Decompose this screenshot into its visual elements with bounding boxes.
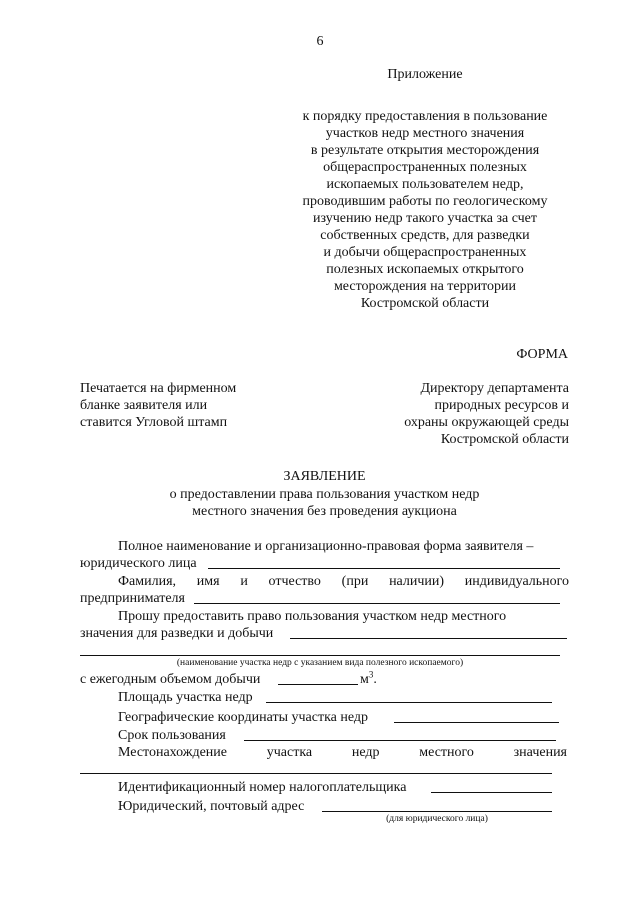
appendix-line: участков недр местного значения: [325, 126, 525, 141]
full-name-blank[interactable]: [208, 568, 560, 569]
unit-label: $м^3$.: [360, 669, 377, 687]
addressee-line: Директору департамента: [420, 381, 569, 396]
appendix-line: общераспространенных полезных: [323, 160, 527, 175]
addressee-line: Костромской области: [440, 432, 569, 447]
addressee-line: природных ресурсов и: [434, 398, 569, 413]
appendix-line: и добычи общераспространенных: [323, 245, 527, 260]
address-blank[interactable]: [322, 811, 552, 812]
full-name-label-2: юридического лица: [80, 556, 197, 571]
appendix-text: [290, 108, 560, 312]
appendix-line: Костромской области: [360, 296, 490, 311]
inn-blank[interactable]: [431, 792, 552, 793]
subtitle-line: местного значения без проведения аукциона: [192, 504, 457, 519]
request-caption: (наименование участка недр с указанием вида полезного ископаемого): [176, 658, 464, 668]
addressee-line: охраны окружающей среды: [404, 415, 569, 430]
document-title: ЗАЯВЛЕНИЕ: [283, 469, 366, 484]
appendix-line: полезных ископаемых открытого: [326, 262, 524, 277]
addressee-block: [340, 380, 569, 448]
full-name-label: Полное наименование и организационно-правовая форма заявителя –: [118, 539, 534, 554]
address-caption: (для юридического лица): [386, 814, 488, 824]
request-label: Прошу предоставить право пользования участком недр местного: [118, 609, 507, 624]
appendix-line: изучению недр такого участка за счет: [313, 211, 537, 226]
inn-label: Идентификационный номер налогоплательщика: [118, 780, 407, 795]
request-blank[interactable]: [290, 638, 567, 639]
request-label-2: значения для разведки и добычи: [80, 626, 274, 641]
term-blank[interactable]: [244, 740, 556, 741]
left-note-line: бланке заявителя или: [80, 398, 208, 413]
appendix-line: ископаемых пользователем недр,: [326, 177, 524, 192]
appendix-line: в результате открытия месторождения: [310, 143, 540, 158]
address-label: Юридический, почтовый адрес: [118, 799, 305, 814]
appendix-line: проводившим работы по геологическому: [302, 194, 548, 209]
coordinates-blank[interactable]: [394, 722, 559, 723]
subtitle-line: о предоставлении права пользования участком недр: [169, 487, 480, 502]
left-note-line: Печатается на фирменном: [80, 381, 237, 396]
appendix-line: месторождения на территории: [333, 279, 517, 294]
fio-label-2: предпринимателя: [80, 591, 185, 606]
term-label: Срок пользования: [118, 728, 226, 743]
left-note-line: ставится Угловой штамп: [80, 415, 228, 430]
page-number: 6: [316, 34, 324, 49]
appendix-heading: Приложение: [387, 67, 463, 82]
fio-label: Фамилия, имя и отчество (при наличии) индивидуального: [118, 574, 570, 589]
left-note: [80, 380, 280, 431]
coordinates-label: Географические координаты участка недр: [118, 710, 369, 725]
location-blank[interactable]: [80, 773, 552, 774]
area-label: Площадь участка недр: [118, 690, 253, 705]
location-label: Местонахождение участка недр местного значения: [118, 745, 567, 760]
area-blank[interactable]: [266, 702, 552, 703]
appendix-line: к порядку предоставления в пользование: [302, 109, 548, 124]
annual-volume-blank[interactable]: [278, 684, 358, 685]
annual-volume-label: с ежегодным объемом добычи: [80, 672, 261, 687]
appendix-line: собственных средств, для разведки: [320, 228, 530, 243]
document-subtitle: [80, 486, 569, 520]
fio-blank[interactable]: [194, 603, 560, 604]
request-blank-2[interactable]: [80, 655, 560, 656]
form-label: ФОРМА: [516, 347, 568, 362]
